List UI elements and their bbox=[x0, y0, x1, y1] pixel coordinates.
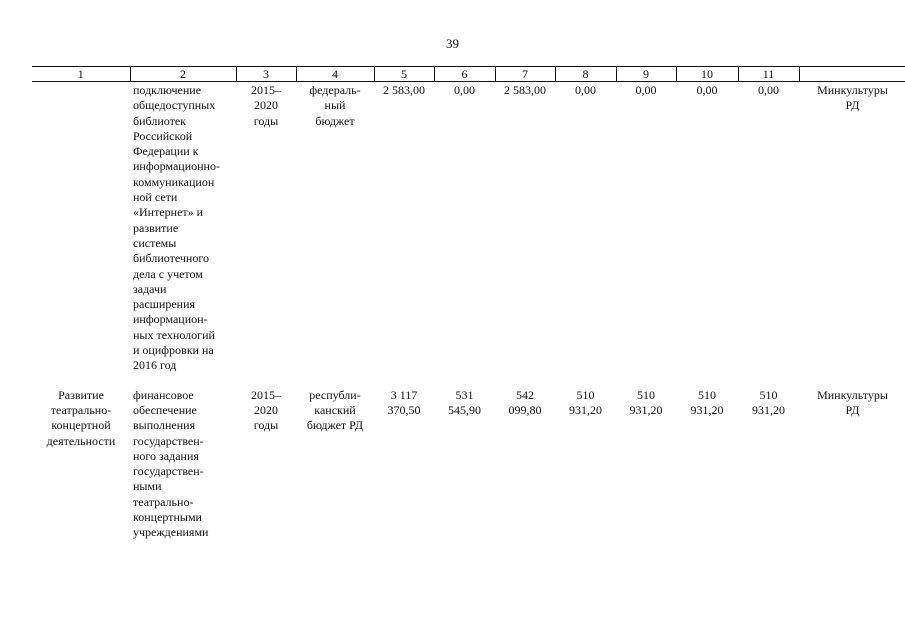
column-header: 7 bbox=[495, 67, 555, 82]
value-cell: 3 117 370,50 bbox=[387, 387, 421, 417]
direction-cell bbox=[32, 82, 130, 388]
column-header: 11 bbox=[738, 67, 799, 82]
period-cell: 2015– 2020 годы bbox=[251, 83, 281, 128]
value-cell: 510 931,20 bbox=[569, 387, 602, 417]
value-cell: 2 583,00 bbox=[504, 83, 546, 97]
value-cell: 531 545,90 bbox=[448, 387, 481, 417]
column-header: 1 bbox=[32, 67, 130, 82]
source-cell: республи- канский бюджет РД bbox=[306, 387, 364, 433]
column-header: 3 bbox=[236, 67, 296, 82]
column-header: 8 bbox=[555, 67, 616, 82]
value-cell: 2 583,00 bbox=[383, 83, 425, 97]
source-cell: федераль- ный бюджет bbox=[309, 83, 361, 128]
budget-table bbox=[32, 66, 905, 541]
value-cell: 542 099,80 bbox=[508, 387, 542, 417]
direction-cell: Развитие театрально- концертной деятельности bbox=[46, 387, 116, 448]
executor-cell: Минкультуры РД bbox=[817, 387, 888, 417]
value-cell: 0,00 bbox=[696, 83, 718, 97]
column-header: 2 bbox=[130, 67, 236, 82]
period-cell: 2015– 2020 годы bbox=[251, 387, 281, 433]
value-cell: 0,00 bbox=[635, 83, 657, 97]
executor-cell: Минкультуры РД bbox=[817, 83, 888, 113]
value-cell: 0,00 bbox=[575, 83, 596, 97]
value-cell: 0,00 bbox=[454, 83, 475, 97]
description-cell: подключение общедоступных библиотек Российской Федерации к информационно- коммуникацион ной сети «Интернет» и развитие системы библиотечного дела с учетом задачи расширения информацион- ных технологий и оцифровки на 2016 год bbox=[133, 83, 220, 373]
table-row bbox=[32, 388, 905, 541]
column-header: 4 bbox=[296, 67, 374, 82]
value-cell: 0,00 bbox=[758, 83, 779, 97]
column-number-row bbox=[32, 67, 905, 82]
table-row bbox=[32, 82, 905, 388]
page-number: 39 bbox=[446, 36, 459, 51]
value-cell: 510 931,20 bbox=[752, 387, 785, 417]
column-header: 10 bbox=[676, 67, 738, 82]
column-header: 9 bbox=[616, 67, 676, 82]
value-cell: 510 931,20 bbox=[629, 387, 663, 417]
column-header: 6 bbox=[434, 67, 495, 82]
column-header bbox=[799, 67, 905, 82]
description-cell: финансовое обеспечение выполнения государствен- ного задания государствен- ными театрально- концертными учреждениями bbox=[133, 387, 209, 540]
column-header: 5 bbox=[374, 67, 434, 82]
value-cell: 510 931,20 bbox=[690, 387, 724, 417]
